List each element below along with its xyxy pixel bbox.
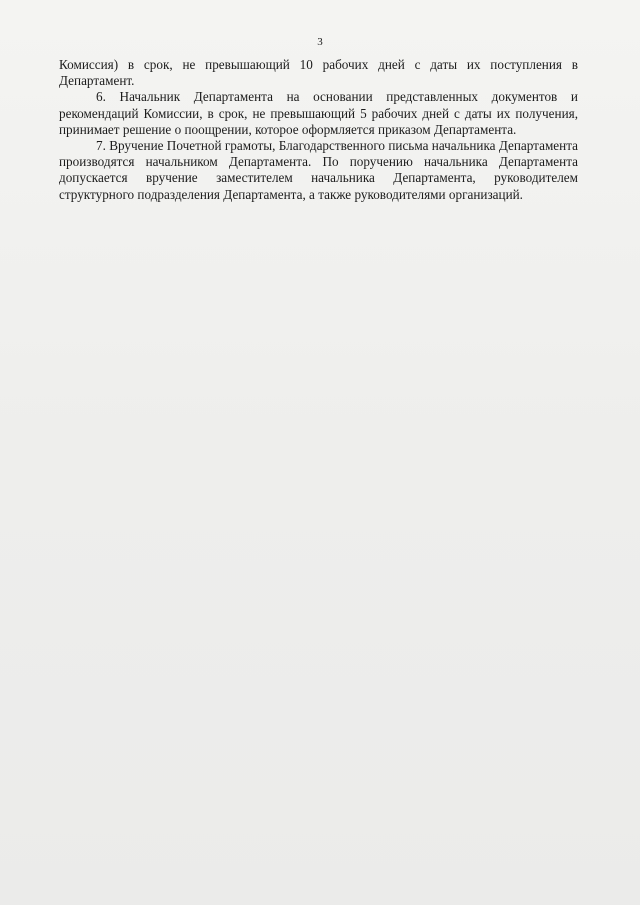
paragraph-item-6: 6. Начальник Департамента на основании представленных документов и рекомендаций Комиссии, в срок, не превышающий 5 рабочих дней с даты их получения, принимает решение о поощрении, которое оформляется приказом Департамента. <box>59 89 578 137</box>
document-body <box>59 57 578 203</box>
paragraph-continuation: Комиссия) в срок, не превышающий 10 рабочих дней с даты их поступления в Департамент. <box>59 57 578 89</box>
paragraph-item-7: 7. Вручение Почетной грамоты, Благодарственного письма начальника Департамента производятся начальником Департамента. По поручению начальника Департамента допускается вручение заместителем начальника Департамента, руководителем структурного подразделения Департамента, а также руководителями организаций. <box>59 138 578 202</box>
page-number: 3 <box>317 36 323 48</box>
